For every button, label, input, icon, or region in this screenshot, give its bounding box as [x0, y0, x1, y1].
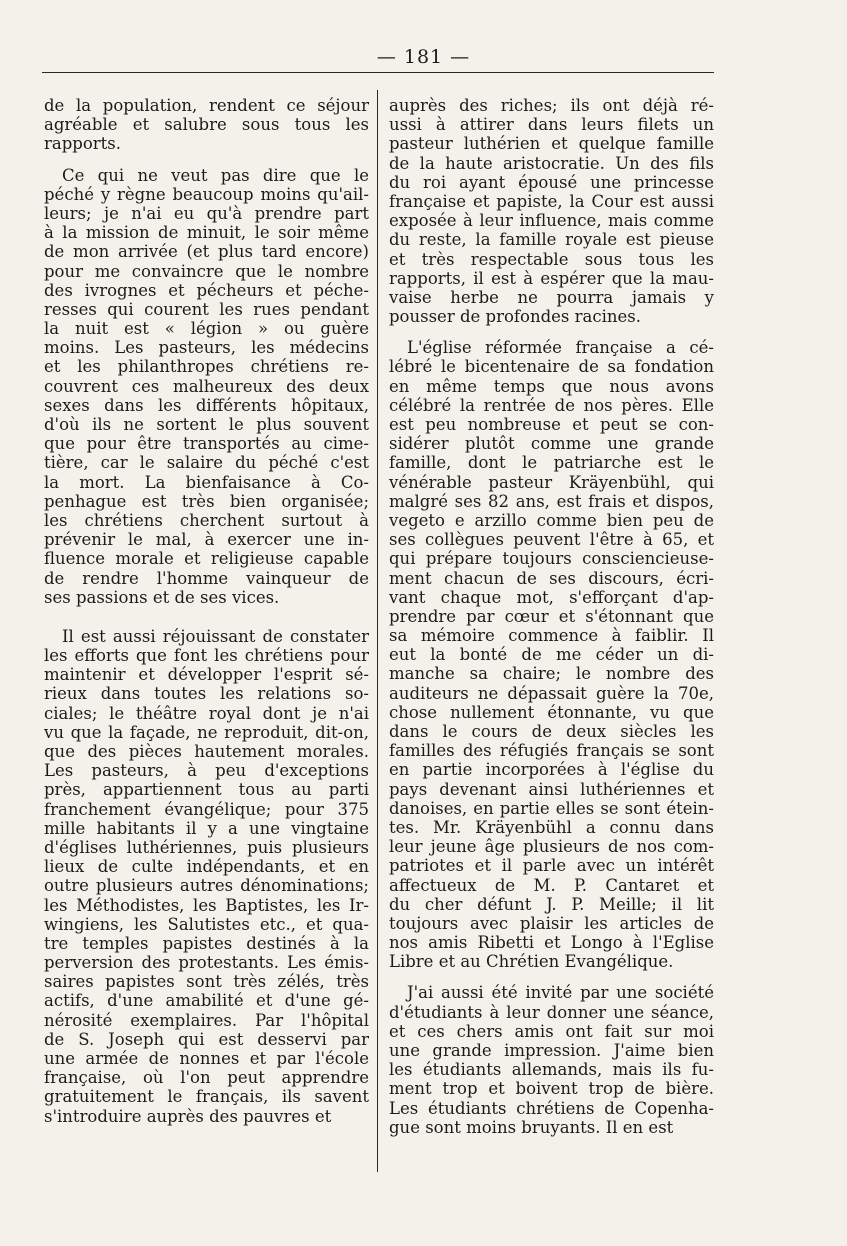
text-line: affectueux de M. P. Cantaret et [389, 875, 714, 895]
header-rule [42, 72, 714, 73]
text-line: que pour être transportés au cime- [44, 434, 369, 454]
text-line: célébré la rentrée de nos pères. Elle [389, 395, 714, 415]
text-line: dans le cours de deux siècles les [389, 722, 714, 741]
text-line: de la population, rendent ce séjour [44, 96, 369, 115]
text-line: lébré le bicentenaire de sa fondation [389, 357, 714, 377]
text-line: ses passions et de ses vices. [44, 587, 280, 607]
text-line: tes. Mr. Kräyenbühl a connu dans [389, 817, 714, 837]
paragraph [389, 338, 714, 971]
text-line: Ce qui ne veut pas dire que le [62, 165, 369, 185]
text-line: vénérable pasteur Kräyenbühl, qui [389, 472, 714, 492]
text-line: de mon arrivée (et plus tard encore) [44, 242, 369, 262]
text-line: que des pièces hautement morales. [44, 742, 369, 761]
text-line: vegeto e arzillo comme bien peu de [389, 510, 714, 530]
text-line: en partie incorporées à l'église du [389, 760, 714, 780]
text-line: une armée de nonnes et par l'école [44, 1049, 369, 1068]
text-line: malgré ses 82 ans, est frais et dispos, [389, 491, 714, 511]
text-line: Libre et au Chrétien Evangélique. [389, 952, 674, 972]
text-line: moins. Les pasteurs, les médecins [44, 338, 369, 358]
paragraph [389, 96, 714, 326]
text-line: leur jeune âge plusieurs de nos com- [389, 837, 714, 857]
text-line: prévenir le mal, à exercer une in- [44, 530, 369, 550]
paragraph-gap [44, 607, 369, 627]
text-line: tre temples papistes destinés à la [44, 933, 369, 953]
text-line: wingiens, les Salutistes etc., et qua- [44, 914, 369, 934]
text-line: à la mission de minuit, le soir même [44, 223, 369, 243]
text-line: en même temps que nous avons [389, 376, 714, 396]
text-line: vu que la façade, ne reproduit, dit-on, [44, 722, 369, 742]
text-line: les chrétiens cherchent surtout à [44, 510, 369, 530]
text-line: d'où ils ne sortent le plus souvent [44, 415, 369, 434]
text-line: perversion des protestants. Les émis- [44, 953, 369, 973]
text-line: rieux dans toutes les relations so- [44, 684, 369, 704]
text-line: s'introduire auprès des pauvres et [44, 1106, 332, 1126]
text-line: fluence morale et religieuse capable [44, 549, 369, 569]
text-line: leurs; je n'ai eu qu'à prendre part [44, 203, 369, 223]
text-line: pour me convaincre que le nombre [44, 261, 369, 281]
text-line: française, où l'on peut apprendre [44, 1068, 369, 1088]
text-line: agréable et salubre sous tous les [44, 115, 369, 135]
text-line: chose nullement étonnante, vu que [389, 702, 714, 722]
text-line: une grande impression. J'aime bien [389, 1041, 714, 1060]
text-line: nérosité exemplaires. Par l'hôpital [44, 1010, 369, 1030]
text-line: ciales; le théâtre royal dont je n'ai [44, 703, 369, 723]
right-column [389, 96, 714, 1137]
text-line: les étudiants allemands, mais ils fu- [389, 1060, 714, 1080]
paragraph-gap [389, 971, 714, 983]
text-line: qui prépare toujours consciencieuse- [389, 549, 714, 569]
text-line: couvrent ces malheureux des deux [44, 376, 369, 396]
text-line: et très respectable sous tous les [389, 249, 714, 269]
text-line: rapports. [44, 134, 122, 154]
text-line: gue sont moins bruyants. Il en est [389, 1117, 674, 1137]
paragraph-gap [389, 326, 714, 338]
text-line: exposée à leur influence, mais comme [389, 211, 714, 231]
text-line: du roi ayant épousé une princesse [389, 172, 714, 192]
text-line: rapports, il est à espérer que la mau- [389, 268, 714, 288]
text-line: J'ai aussi été invité par une société [407, 983, 714, 1003]
text-line: les Méthodistes, les Baptistes, les Ir- [44, 895, 369, 915]
text-line: la nuit est « légion » ou guère [44, 319, 369, 339]
text-line: familles des réfugiés français se sont [389, 741, 714, 761]
text-line: d'étudiants à leur donner une séance, [389, 1002, 714, 1022]
text-line: Il est aussi réjouissant de constater [62, 626, 369, 646]
text-line: actifs, d'une amabilité et d'une gé- [44, 991, 369, 1011]
text-line: mille habitants il y a une vingtaine [44, 818, 369, 838]
text-line: tière, car le salaire du péché c'est [44, 453, 369, 473]
text-line: auprès des riches; ils ont déjà ré- [389, 96, 714, 115]
paragraph [44, 627, 369, 1126]
text-line: près, appartiennent tous au parti [44, 780, 369, 800]
text-line: franchement évangélique; pour 375 [44, 799, 369, 819]
text-line: outre plusieurs autres dénominations; [44, 876, 369, 896]
text-line: pays devenant ainsi luthériennes et [389, 779, 714, 799]
text-line: péché y règne beaucoup moins qu'ail- [44, 184, 369, 204]
left-column [44, 96, 369, 1126]
text-line: ment chacun de ses discours, écri- [389, 568, 714, 588]
text-line: de la haute aristocratie. Un des fils [389, 153, 714, 173]
text-line: sidérer plutôt comme une grande [389, 434, 714, 454]
page-number: — 181 — [376, 46, 471, 68]
text-line: ses collègues peuvent l'être à 65, et [389, 530, 714, 550]
text-line: danoises, en partie elles se sont étein- [389, 798, 714, 818]
text-line: famille, dont le patriarche est le [389, 453, 714, 473]
text-line: auditeurs ne dépassait guère la 70e, [389, 683, 714, 703]
text-line: vant chaque mot, s'efforçant d'ap- [389, 587, 714, 607]
text-line: des ivrognes et pécheurs et péche- [44, 280, 369, 300]
text-line: ment trop et boivent trop de bière. [389, 1079, 714, 1099]
text-line: est peu nombreuse et peut se con- [389, 415, 714, 434]
paragraph [44, 96, 369, 154]
text-line: ussi à attirer dans leurs filets un [389, 115, 714, 135]
text-line: manche sa chaire; le nombre des [389, 664, 714, 684]
paragraph [389, 983, 714, 1137]
text-line: L'église réformée française a cé- [407, 338, 714, 358]
text-line: sexes dans les différents hôpitaux, [44, 395, 369, 415]
text-line: pasteur luthérien et quelque famille [389, 134, 714, 154]
column-divider [377, 90, 378, 1172]
text-line: et ces chers amis ont fait sur moi [389, 1021, 714, 1041]
text-line: pousser de profondes racines. [389, 307, 641, 327]
text-line: Les étudiants chrétiens de Copenha- [389, 1098, 714, 1118]
text-line: du cher défunt J. P. Meille; il lit [389, 894, 714, 914]
text-line: prendre par cœur et s'étonnant que [389, 606, 714, 626]
paragraph-gap [44, 154, 369, 166]
text-line: française et papiste, la Cour est aussi [389, 191, 714, 211]
text-line: gratuitement le français, ils savent [44, 1087, 369, 1107]
text-line: et les philanthropes chrétiens re- [44, 357, 369, 377]
paragraph [44, 166, 369, 607]
text-line: d'églises luthériennes, puis plusieurs [44, 837, 369, 857]
text-line: la mort. La bienfaisance à Co- [44, 472, 369, 492]
text-line: penhague est très bien organisée; [44, 491, 369, 511]
text-line: de S. Joseph qui est desservi par [44, 1029, 369, 1049]
text-line: eut la bonté de me céder un di- [389, 645, 714, 665]
text-line: de rendre l'homme vainqueur de [44, 568, 369, 588]
text-line: resses qui courent les rues pendant [44, 299, 369, 319]
text-line: Les pasteurs, à peu d'exceptions [44, 761, 369, 781]
text-line: du reste, la famille royale est pieuse [389, 230, 714, 250]
text-line: patriotes et il parle avec un intérêt [389, 856, 714, 876]
text-line: les efforts que font les chrétiens pour [44, 646, 369, 666]
text-line: lieux de culte indépendants, et en [44, 857, 369, 877]
text-line: vaise herbe ne pourra jamais y [389, 287, 714, 307]
text-line: sa mémoire commence à faiblir. Il [389, 626, 714, 646]
text-line: maintenir et développer l'esprit sé- [44, 665, 369, 685]
text-line: toujours avec plaisir les articles de [389, 913, 714, 933]
text-line: saires papistes sont très zélés, très [44, 972, 369, 992]
text-line: nos amis Ribetti et Longo à l'Eglise [389, 933, 714, 953]
